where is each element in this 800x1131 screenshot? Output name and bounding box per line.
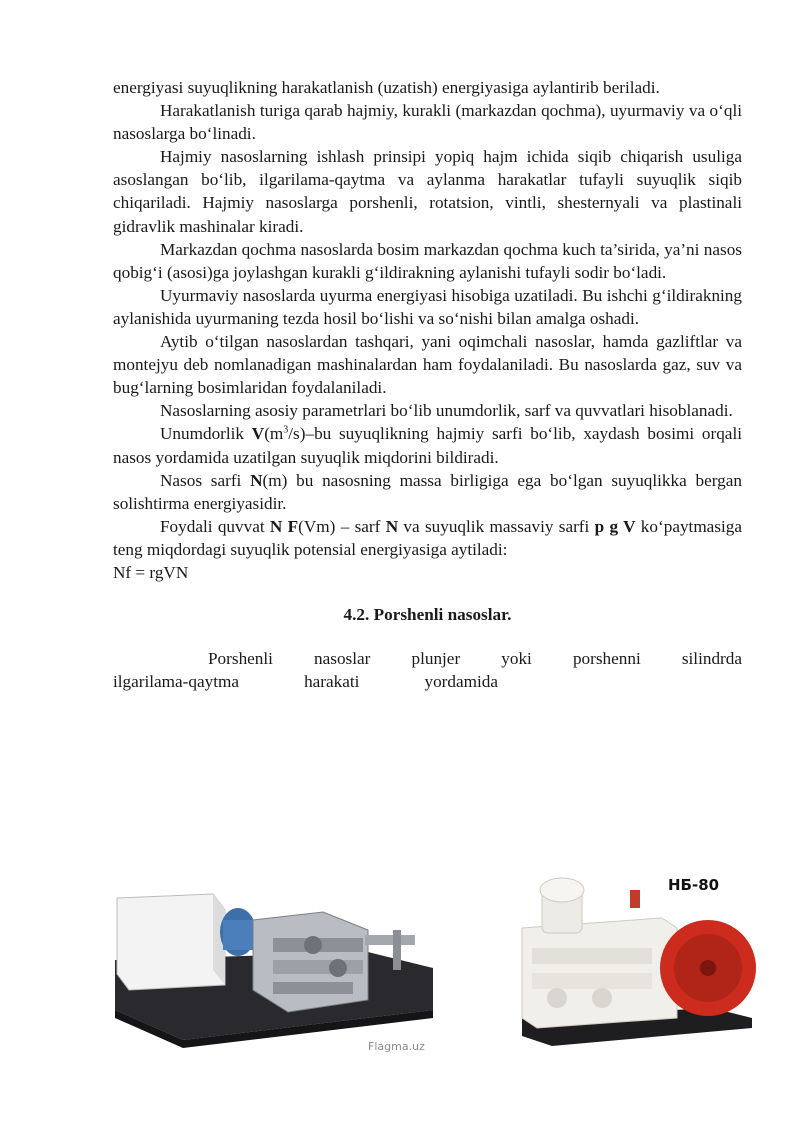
paragraph-6: Aytib o‘tilgan nasoslardan tashqari, yani oqimchali nasoslar, hamda gazliftlar va montejyu deb nomlanadigan mashinalardan ham foydalaniladi. Bu nasoslarda gaz, suv va bug‘larning bosimlaridan foydalaniladi. [113,332,742,398]
paragraph-porshenli-cont: ilgarilama-qaytma harakati yordamida [113,672,498,692]
paragraph-4: Markazdan qochma nasoslarda bosim markazdan qochma kuch ta’sirida, ya’ni nasos qobig‘i (asosi)ga joylashgan kurakli g‘ildirakning aylanishi tufayli sodir bo‘ladi. [113,239,742,282]
paragraph-1: energiyasi suyuqlikning harakatlanish (uzatish) energiyasiga aylantirib beriladi. [113,78,660,97]
document-page [113,76,742,693]
pump-illustration-left [113,890,435,1060]
paragraph-7: Nasoslarning asosiy parametrlari bo‘lib unumdorlik, sarf va quvvatlari hisoblanadi. [160,401,733,421]
section-heading: 4.2. Porshenli nasoslar. [343,605,512,625]
paragraph-foydali-quvvat: Foydali quvvat N F(Vm) – sarf N va suyuqlik massaviy sarfi p g V ko‘paytmasiga teng miqdordagi suyuqlik potensial energiyasiga aytiladi: [113,516,742,559]
model-label: НБ-80 [668,876,720,894]
paragraph-unumdorlik: Unumdorlik $V(m^3/s)-bu$ suyuqlikning hajmiy sarfi bo‘lib, xaydash bosimi orqali nasos yordamida uzatilgan suyuqlik miqdorini bildiradi. [113,424,742,467]
formula: Nf = rgVN [113,562,189,582]
paragraph-3: Hajmiy nasoslarning ishlash prinsipi yopiq hajm ichida siqib chiqarish usuliga asoslangan bo‘lib, ilgarilama-qaytma va aylanma harakatlar tufayli suyuqlik siqib chiqariladi. Hajmiy nasoslarga porshenli, rotatsion, vintli, shesternyali va plastinali gidravlik mashinalar kiradi. [113,147,742,236]
pump-photo-left [113,890,435,1060]
watermark-text: Flagma.uz [368,1040,425,1053]
paragraph-5: Uyurmaviy nasoslarda uyurma energiyasi hisobiga uzatiladi. Bu ishchi g‘ildirakning aylanishida uyurmaning tezda hosil bo‘lishi va so‘nishi bilan amalga oshadi. [113,285,742,328]
paragraph-2: Harakatlanish turiga qarab hajmiy, kurakli (markazdan qochma), uyurmaviy va o‘qli nasoslarga bo‘linadi. [113,101,742,144]
pump-illustration-right [512,868,757,1053]
paragraph-porshenli: Porshenli nasoslar plunjer yoki porshenni silindrda [208,649,742,669]
paragraph-nasos-sarfi: Nasos sarfi N(m) bu nasosning massa birligiga ega bo‘lgan suyuqlikka bergan solishtirma energiyasidir. [113,470,742,513]
pump-photo-right [512,868,757,1053]
